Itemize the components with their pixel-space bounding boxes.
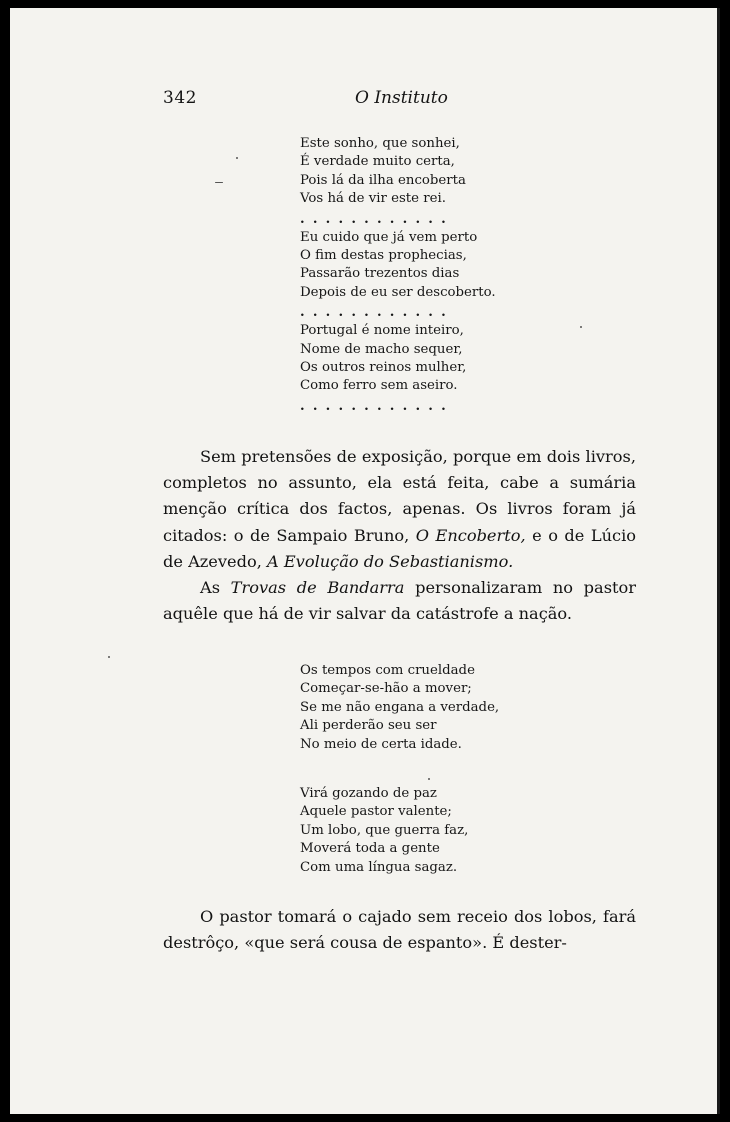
verse-line: Moverá toda a gente — [300, 841, 440, 857]
book-title: Trovas de Bandarra — [230, 578, 405, 598]
verse-line: Começar-se-hão a mover; — [300, 681, 472, 697]
book-page — [10, 8, 720, 1114]
verse-line: Passarão trezentos dias — [300, 266, 460, 282]
verse-line: Aquele pastor valente; — [300, 804, 452, 820]
verse-line: Nome de macho sequer, — [300, 341, 463, 357]
paragraph — [163, 904, 636, 956]
paragraph — [163, 444, 636, 575]
verse-block-3 — [300, 785, 468, 877]
verse-block-2 — [300, 662, 499, 754]
prose-text: As — [200, 578, 231, 598]
ellipsis-line: ............ — [300, 398, 454, 414]
verse-line: Os outros reinos mulher, — [300, 360, 467, 376]
ellipsis-line: ............ — [300, 305, 454, 321]
book-title: O Encoberto, — [415, 525, 526, 545]
scan-speck — [108, 656, 110, 658]
book-title: A Evolução do Sebastianismo. — [267, 551, 514, 571]
verse-line: Eu cuido que já vem perto — [300, 229, 478, 245]
paragraph — [163, 575, 636, 627]
scan-speck — [580, 326, 582, 328]
verse-line: O fim destas prophecias, — [300, 248, 467, 264]
verse-line: Se me não engana a verdade, — [300, 699, 500, 715]
verse-line: Virá gozando de paz — [300, 786, 437, 801]
scan-speck — [236, 157, 238, 159]
prose-text: Sem pretensões de exposição, porque em dois livros, — [200, 447, 636, 466]
prose-section-1 — [163, 444, 636, 627]
verse-line: Ali perderão seu ser — [300, 718, 437, 734]
verse-line: Como ferro sem aseiro. — [300, 378, 458, 394]
verse-line: Este sonho, que sonhei, — [300, 136, 460, 151]
prose-text: e o de Lúcio de Azevedo, — [163, 525, 637, 571]
verse-line: Um lobo, que guerra faz, — [300, 822, 469, 838]
prose-text: completos no assunto, ela está feita, cabe a sumária menção — [163, 473, 636, 519]
prose-text: O pastor tomará o cajado sem receio dos lobos, — [200, 907, 597, 926]
verse-line: Os tempos com crueldade — [300, 663, 475, 678]
prose-section-2 — [163, 904, 636, 956]
verse-line: Portugal é nome inteiro, — [300, 323, 464, 339]
prose-text: crítica dos factos, apenas. Os livros foram já citados: o de — [163, 499, 636, 545]
verse-line: No meio de certa idade. — [300, 736, 462, 752]
scan-speck — [215, 182, 223, 183]
verse-line: Pois lá da ilha encoberta — [300, 172, 466, 188]
verse-line: Depois de eu ser descoberto. — [300, 284, 496, 300]
prose-text: que há de vir salvar da catástrofe a nação. — [222, 604, 573, 624]
prose-text: personalizaram no pastor aquêle — [163, 578, 636, 624]
verse-line: Com uma língua sagaz. — [300, 859, 458, 875]
ellipsis-line: ............ — [300, 211, 454, 227]
page-header — [10, 88, 720, 112]
verse-line: Vos há de vir este rei. — [300, 191, 446, 207]
running-title: O Instituto — [355, 88, 448, 108]
page-number: 342 — [163, 88, 197, 108]
verse-block-1 — [300, 135, 496, 416]
verse-line: É verdade muito certa, — [300, 154, 455, 170]
prose-text: Sampaio Bruno, — [276, 525, 416, 545]
scan-edge — [717, 8, 720, 1114]
prose-text: fará destrôço, «que será cousa de espanto». É dester- — [163, 907, 636, 953]
scan-speck — [428, 778, 430, 780]
